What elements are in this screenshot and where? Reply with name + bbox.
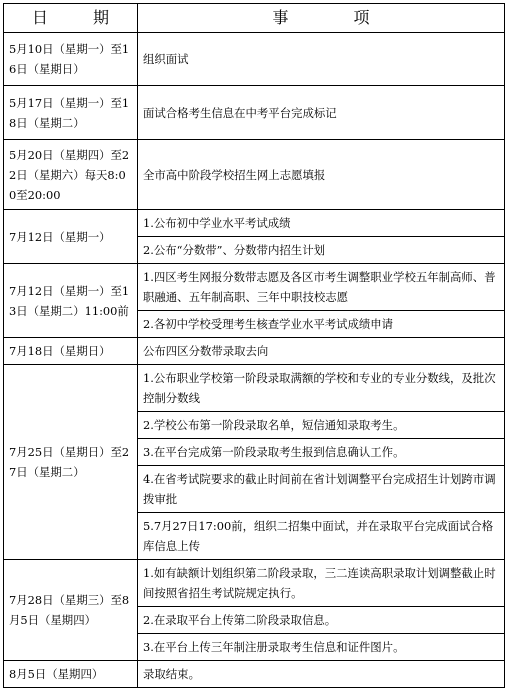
- date-cell: 7月28日（星期三）至8月5日（星期四）: [4, 560, 138, 661]
- item-cell: 1.如有缺额计划组织第二阶段录取，三二连读高职录取计划调整截止时间按照省招生考试院规定执行。: [138, 560, 505, 607]
- item-cell: 3.在平台完成第一阶段录取考生报到信息确认工作。: [138, 439, 505, 466]
- item-cell: 组织面试: [138, 33, 505, 86]
- table-row: [4, 86, 505, 140]
- item-cell: 2.各初中学校受理考生核查学业水平考试成绩申请: [138, 311, 505, 338]
- schedule-table: [3, 3, 505, 688]
- header-item: 事 项: [138, 4, 505, 33]
- table-row: [4, 661, 505, 688]
- date-cell: 7月12日（星期一）: [4, 210, 138, 264]
- date-cell: 5月20日（星期四）至22日（星期六）每天8:00至20:00: [4, 140, 138, 210]
- date-cell: 7月25日（星期日）至27日（星期二）: [4, 365, 138, 560]
- item-cell: 全市高中阶段学校招生网上志愿填报: [138, 140, 505, 210]
- header-row: [4, 4, 505, 33]
- item-cell: 2.公布“分数带”、分数带内招生计划: [138, 237, 505, 264]
- table-row: [4, 264, 505, 311]
- item-cell: 2.在录取平台上传第二阶段录取信息。: [138, 607, 505, 634]
- item-cell: 面试合格考生信息在中考平台完成标记: [138, 86, 505, 140]
- date-cell: 8月5日（星期四）: [4, 661, 138, 688]
- table-row: [4, 210, 505, 237]
- item-cell: 3.在平台上传三年制注册录取考生信息和证件图片。: [138, 634, 505, 661]
- table-row: [4, 33, 505, 86]
- table-row: [4, 365, 505, 412]
- table-row: [4, 338, 505, 365]
- item-cell: 4.在省考试院要求的截止时间前在省计划调整平台完成招生计划跨市调拨审批: [138, 466, 505, 513]
- item-cell: 5.7月27日17:00前，组织二招集中面试，并在录取平台完成面试合格库信息上传: [138, 513, 505, 560]
- date-cell: 7月18日（星期日）: [4, 338, 138, 365]
- date-cell: 5月17日（星期一）至18日（星期二）: [4, 86, 138, 140]
- table-row: [4, 140, 505, 210]
- item-cell: 1.公布初中学业水平考试成绩: [138, 210, 505, 237]
- table-row: [4, 560, 505, 607]
- item-cell: 1.公布职业学校第一阶段录取满额的学校和专业的专业分数线，及批次控制分数线: [138, 365, 505, 412]
- item-cell: 1.四区考生网报分数带志愿及各区市考生调整职业学校五年制高师、普职融通、五年制高职、三年中职技校志愿: [138, 264, 505, 311]
- item-cell: 公布四区分数带录取去向: [138, 338, 505, 365]
- date-cell: 7月12日（星期一）至13日（星期二）11:00前: [4, 264, 138, 338]
- item-cell: 录取结束。: [138, 661, 505, 688]
- item-cell: 2.学校公布第一阶段录取名单，短信通知录取考生。: [138, 412, 505, 439]
- header-date: 日 期: [4, 4, 138, 33]
- date-cell: 5月10日（星期一）至16日（星期日）: [4, 33, 138, 86]
